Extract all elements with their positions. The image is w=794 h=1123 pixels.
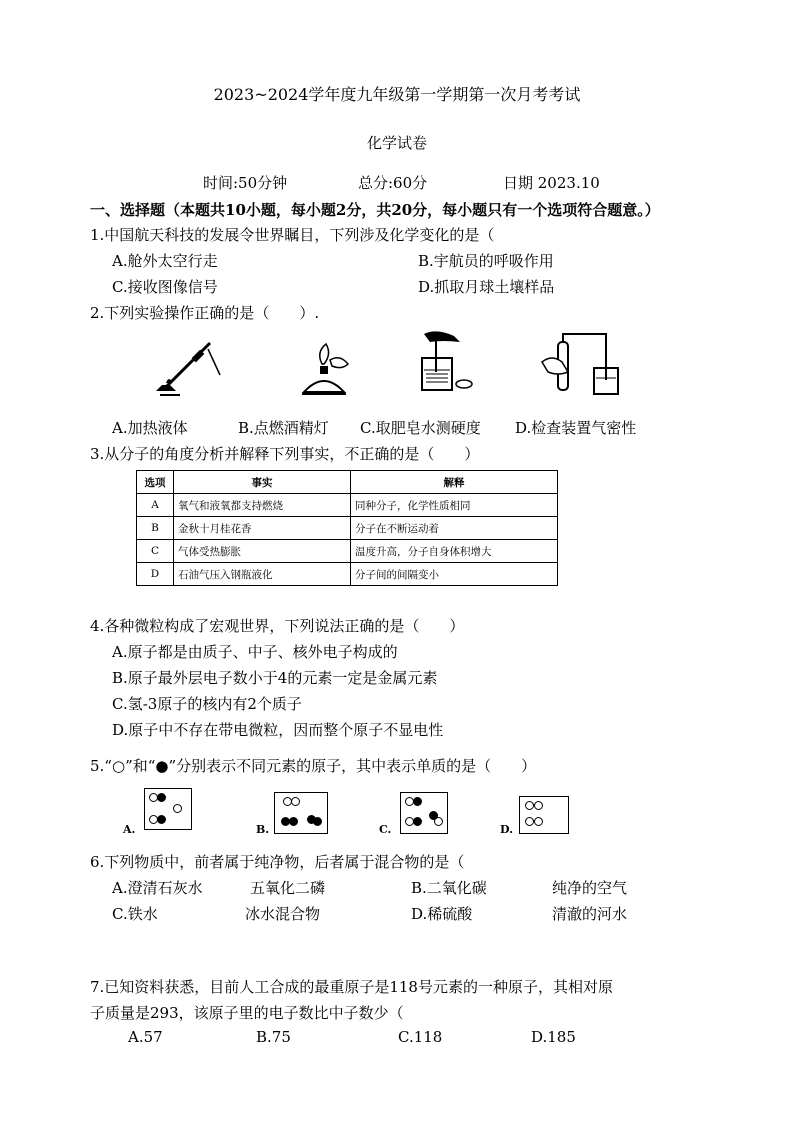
- q7-stem-line2: 子质量是293，该原子里的电子数比中子数少（: [90, 1004, 404, 1022]
- filled-atom: [157, 793, 166, 802]
- table-cell: 分子在不断运动着: [351, 517, 558, 540]
- hollow-atom: [291, 797, 300, 806]
- q1-stem: 1.中国航天科技的发展令世界瞩目，下列涉及化学变化的是（: [90, 226, 495, 244]
- q6-option-c: C.铁水: [112, 905, 158, 923]
- table-row: [137, 540, 558, 563]
- section-heading: 一、选择题（本题共10小题，每小题2分，共20分，每小题只有一个选项符合题意。）: [90, 201, 660, 219]
- table-cell: B: [137, 517, 174, 540]
- table-header: 解释: [351, 471, 558, 494]
- table-header: 事实: [174, 471, 351, 494]
- q4-stem: 4.各种微粒构成了宏观世界，下列说法正确的是（ ）: [90, 617, 465, 635]
- q2-option-d: D.检查装置气密性: [515, 419, 637, 437]
- q7-option-d: D.185: [531, 1028, 576, 1046]
- filled-atom: [413, 797, 422, 806]
- filled-atom: [413, 817, 422, 826]
- q1-option-c: C.接收图像信号: [112, 278, 218, 296]
- table-header-row: [137, 471, 558, 494]
- heating-liquid-illustration: [152, 335, 224, 397]
- q1-option-a: A.舱外太空行走: [112, 252, 218, 270]
- q4-option-a: A.原子都是由质子、中子、核外电子构成的: [112, 643, 398, 661]
- hollow-atom: [434, 817, 443, 826]
- table-row: [137, 494, 558, 517]
- soap-water-illustration: [414, 328, 476, 396]
- table-cell: 温度升高，分子自身体积增大: [351, 540, 558, 563]
- q6-option-d-second: 清澈的河水: [552, 905, 628, 923]
- q5-diagram-c: [400, 792, 448, 834]
- q6-option-a: A.澄清石灰水: [112, 879, 203, 897]
- exam-date: 日期 2023.10: [503, 174, 600, 192]
- table-cell: A: [137, 494, 174, 517]
- q4-option-b: B.原子最外层电子数小于4的元素一定是金属元素: [112, 669, 438, 687]
- q6-stem: 6.下列物质中，前者属于纯净物，后者属于混合物的是（: [90, 853, 465, 871]
- q6-option-b-second: 纯净的空气: [552, 879, 628, 897]
- table-cell: 金秋十月桂花香: [174, 517, 351, 540]
- hollow-atom: [534, 801, 543, 810]
- q5-diagram-d: [519, 796, 569, 834]
- table-cell: 石油气压入钢瓶液化: [174, 563, 351, 586]
- filled-atom: [313, 817, 322, 826]
- q3-facts-table: [136, 470, 558, 586]
- filled-atom: [157, 815, 166, 824]
- q5-label-b: B.: [256, 823, 270, 836]
- q7-option-c: C.118: [398, 1028, 443, 1046]
- table-cell: 分子间的间隔变小: [351, 563, 558, 586]
- table-cell: 氧气和液氧都支持燃烧: [174, 494, 351, 517]
- table-cell: 同种分子，化学性质相同: [351, 494, 558, 517]
- table-cell: C: [137, 540, 174, 563]
- table-header: 选项: [137, 471, 174, 494]
- table-row: [137, 517, 558, 540]
- q2-option-b: B.点燃酒精灯: [238, 419, 329, 437]
- q1-option-d: D.抓取月球土壤样品: [418, 278, 555, 296]
- table-row: [137, 563, 558, 586]
- q6-option-c-second: 冰水混合物: [245, 905, 321, 923]
- q5-label-a: A.: [123, 823, 136, 836]
- q6-option-a-second: 五氧化二磷: [250, 879, 326, 897]
- filled-atom: [289, 817, 298, 826]
- table-cell: 气体受热膨胀: [174, 540, 351, 563]
- q2-stem: 2.下列实验操作正确的是（ ）.: [90, 304, 320, 322]
- hollow-atom: [534, 817, 543, 826]
- q6-option-d: D.稀硫酸: [411, 905, 473, 923]
- hollow-atom: [525, 817, 534, 826]
- exam-subtitle: 化学试卷: [366, 134, 427, 152]
- q7-option-a: A.57: [128, 1028, 163, 1046]
- table-cell: D: [137, 563, 174, 586]
- airtightness-check-illustration: [536, 328, 622, 398]
- q5-label-d: D.: [500, 823, 513, 836]
- q6-option-b: B.二氧化碳: [411, 879, 487, 897]
- q4-option-c: C.氢-3原子的核内有2个质子: [112, 695, 302, 713]
- q7-option-b: B.75: [256, 1028, 291, 1046]
- hollow-atom: [525, 801, 534, 810]
- q5-diagram-a: [144, 788, 192, 830]
- q1-option-b: B.宇航员的呼吸作用: [418, 252, 554, 270]
- q4-option-d: D.原子中不存在带电微粒，因而整个原子不显电性: [112, 721, 444, 739]
- q2-option-c: C.取肥皂水测硬度: [360, 419, 481, 437]
- hollow-atom: [173, 804, 182, 813]
- q5-label-c: C.: [379, 823, 392, 836]
- alcohol-lamp-illustration: [294, 340, 354, 400]
- q5-diagram-b: [274, 792, 328, 834]
- exam-title: 2023~2024学年度九年级第一学期第一次月考考试: [213, 85, 581, 104]
- q3-stem: 3.从分子的角度分析并解释下列事实，不正确的是（ ）: [90, 445, 480, 463]
- q7-stem-line1: 7.已知资料获悉，目前人工合成的最重原子是118号元素的一种原子，其相对原: [90, 978, 613, 996]
- q5-stem: 5.“○”和“●”分别表示不同元素的原子，其中表示单质的是（ ）: [90, 757, 537, 775]
- exam-time: 时间:50分钟: [203, 174, 288, 192]
- q2-option-a: A.加热液体: [112, 419, 188, 437]
- exam-total: 总分:60分: [358, 174, 428, 192]
